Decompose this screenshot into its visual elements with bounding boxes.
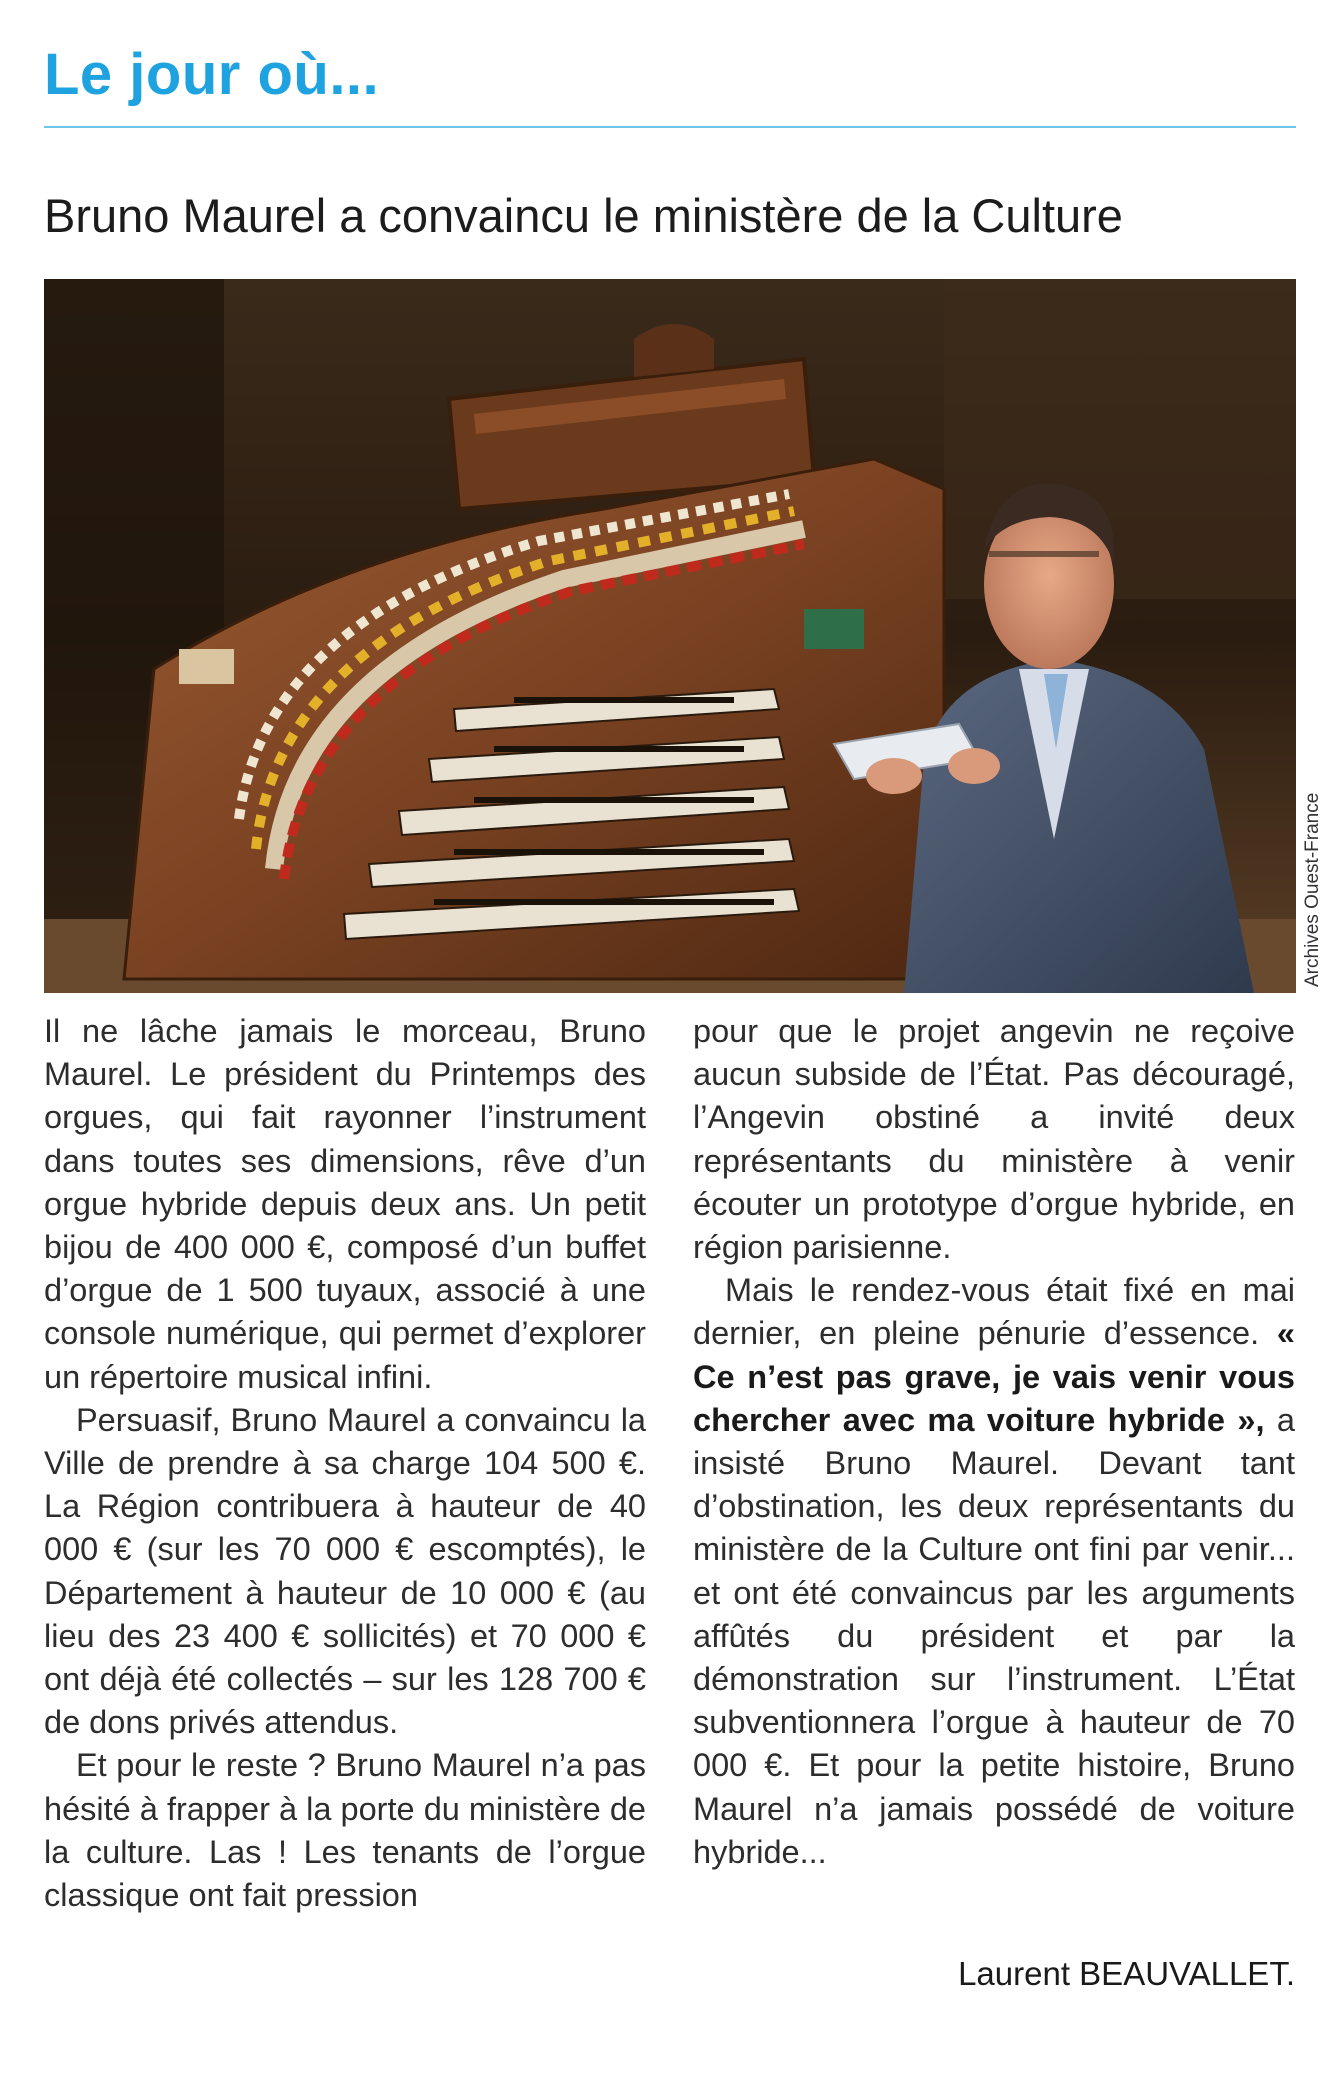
paragraph: Et pour le reste ? Bruno Maurel n’a pas hésité à frapper à la porte du ministère de la culture. Las ! Les tenants de l’orgue classique ont fait pression <box>44 1747 646 1914</box>
paragraph-with-quote <box>693 1269 1295 1874</box>
paragraph-text: a insisté Bruno Maurel. Devant tant d’obstination, les deux représentants du ministère de la Culture ont fini par venir... et ont été convaincus par les arguments affûtés du président et par la démonstration sur l’instrument. L’État subventionnera l’orgue à hauteur de 70 000 €. Et pour la petite histoire, Bruno Maurel n’a jamais possédé de voiture hybride... <box>693 1401 1295 1870</box>
paragraph: Il ne lâche jamais le morceau, Bruno Maurel. Le président du Printemps des orgues, qui fait rayonner l’instrument dans toutes ses dimensions, rêve d’un orgue hybride depuis deux ans. Un petit bijou de 400 000 €, composé d’un buffet d’orgue de 1 500 tuyaux, associé à une console numérique, qui permet d’explorer un répertoire musical infini. <box>44 1013 646 1395</box>
paragraph-text: Mais le rendez-vous était fixé en mai dernier, en pleine pénurie d’essence. <box>693 1272 1295 1352</box>
paragraph: pour que le projet angevin ne reçoive aucun subside de l’État. Pas découragé, l’Angevin obstiné a invité deux représentants du ministère à venir écouter un prototype d’orgue hybride, en région parisienne. <box>693 1013 1295 1266</box>
article-column-1 <box>44 1010 646 1917</box>
article-photo <box>44 279 1296 993</box>
photo-credit: Archives Ouest-France <box>1302 792 1323 987</box>
bold-quote: « Ce n’est pas grave, je vais venir vous chercher avec ma voiture hybride », <box>693 1315 1295 1438</box>
organ-console-illustration <box>44 279 1296 993</box>
paragraph: Persuasif, Bruno Maurel a convaincu la Ville de prendre à sa charge 104 500 €. La Région contribuera à hauteur de 40 000 € (sur les 70 000 € escomptés), le Département à hauteur de 10 000 € (au lieu des 23 400 € sollicités) et 70 000 € ont déjà été collectés – sur les 128 700 € de dons privés attendus. <box>44 1401 646 1741</box>
author-signature: Laurent BEAUVALLET. <box>958 1955 1295 1992</box>
article-headline: Bruno Maurel a convaincu le ministère de la Culture <box>44 189 1123 242</box>
rubric-title: Le jour où... <box>44 42 380 107</box>
rubric-divider <box>44 126 1296 128</box>
article-column-2 <box>693 1010 1295 1874</box>
